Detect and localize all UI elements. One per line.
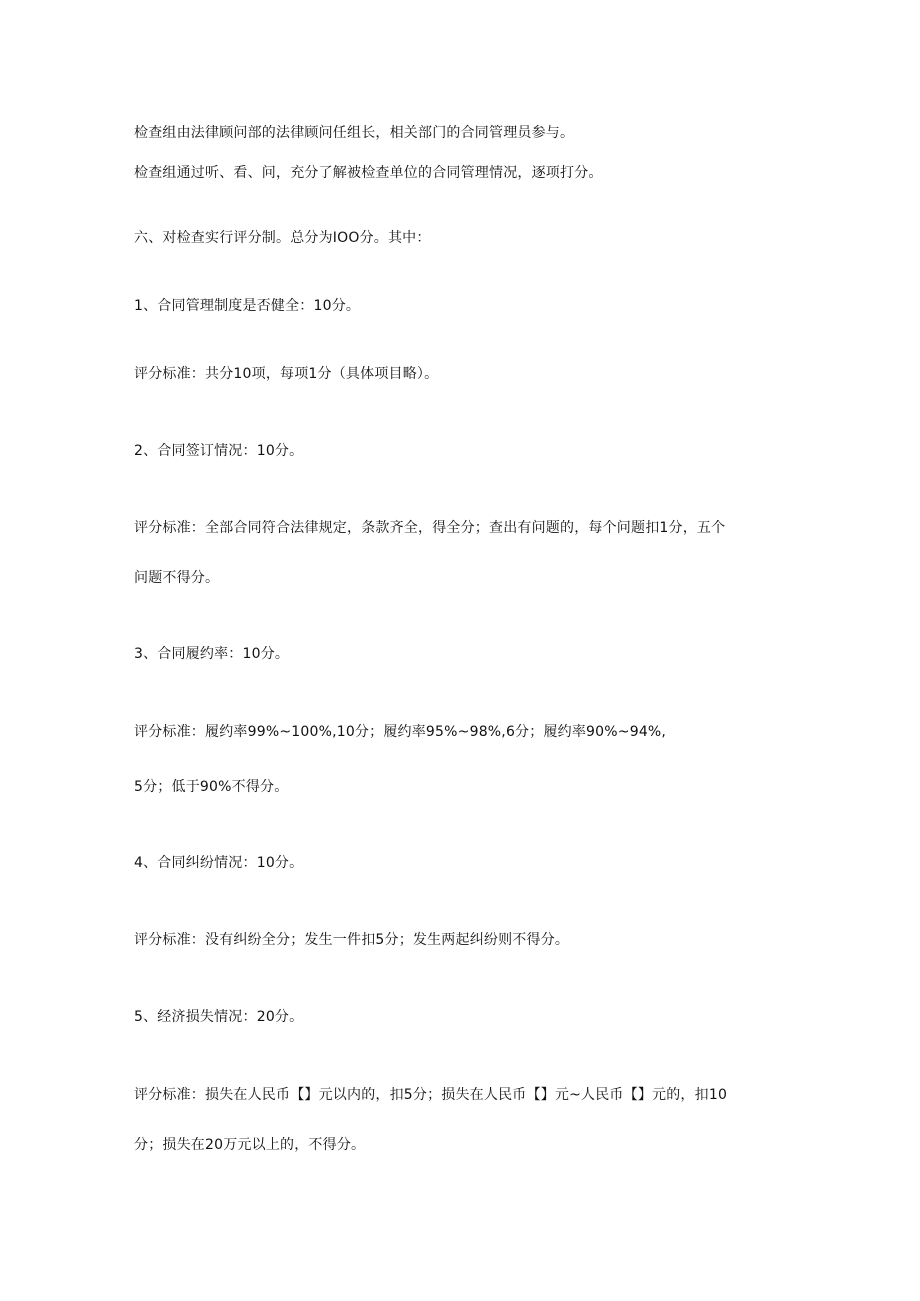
section-heading-scoring-system: 六、对检查实行评分制。总分为IOO分。其中： [134, 230, 431, 246]
text-line-inspection-method: 检查组通过听、看、问，充分了解被检查单位的合同管理情况，逐项打分。 [134, 165, 603, 181]
item-heading-contract-disputes: 4、合同纠纷情况：10分。 [134, 855, 304, 871]
item-criteria-contract-signing-line2: 问题不得分。 [134, 570, 220, 586]
item-criteria-economic-loss-line1: 评分标准：损失在人民币【】元以内的，扣5分；损失在人民币【】元~人民币【】元的，扣10 [134, 1087, 728, 1103]
item-criteria-contract-signing-line1: 评分标准：全部合同符合法律规定，条款齐全，得全分；查出有问题的，每个问题扣1分，五个 [134, 520, 726, 536]
item-criteria-contract-disputes: 评分标准：没有纠纷全分；发生一件扣5分；发生两起纠纷则不得分。 [134, 932, 570, 948]
item-heading-economic-loss: 5、经济损失情况：20分。 [134, 1009, 304, 1025]
item-heading-performance-rate: 3、合同履约率：10分。 [134, 646, 290, 662]
item-criteria-management-system: 评分标准：共分10项，每项1分（具体项目略）。 [134, 366, 439, 382]
item-criteria-performance-rate-line2: 5分；低于90%不得分。 [134, 779, 289, 795]
item-criteria-economic-loss-line2: 分；损失在20万元以上的，不得分。 [134, 1137, 366, 1153]
item-heading-contract-signing: 2、合同签订情况：10分。 [134, 443, 304, 459]
item-heading-management-system: 1、合同管理制度是否健全：10分。 [134, 298, 361, 314]
item-criteria-performance-rate-line1: 评分标准：履约率99%~100%,10分；履约率95%~98%,6分；履约率90%~94%, [134, 724, 667, 740]
text-line-inspection-team-leader: 检查组由法律顾问部的法律顾问任组长，相关部门的合同管理员参与。 [134, 125, 575, 141]
